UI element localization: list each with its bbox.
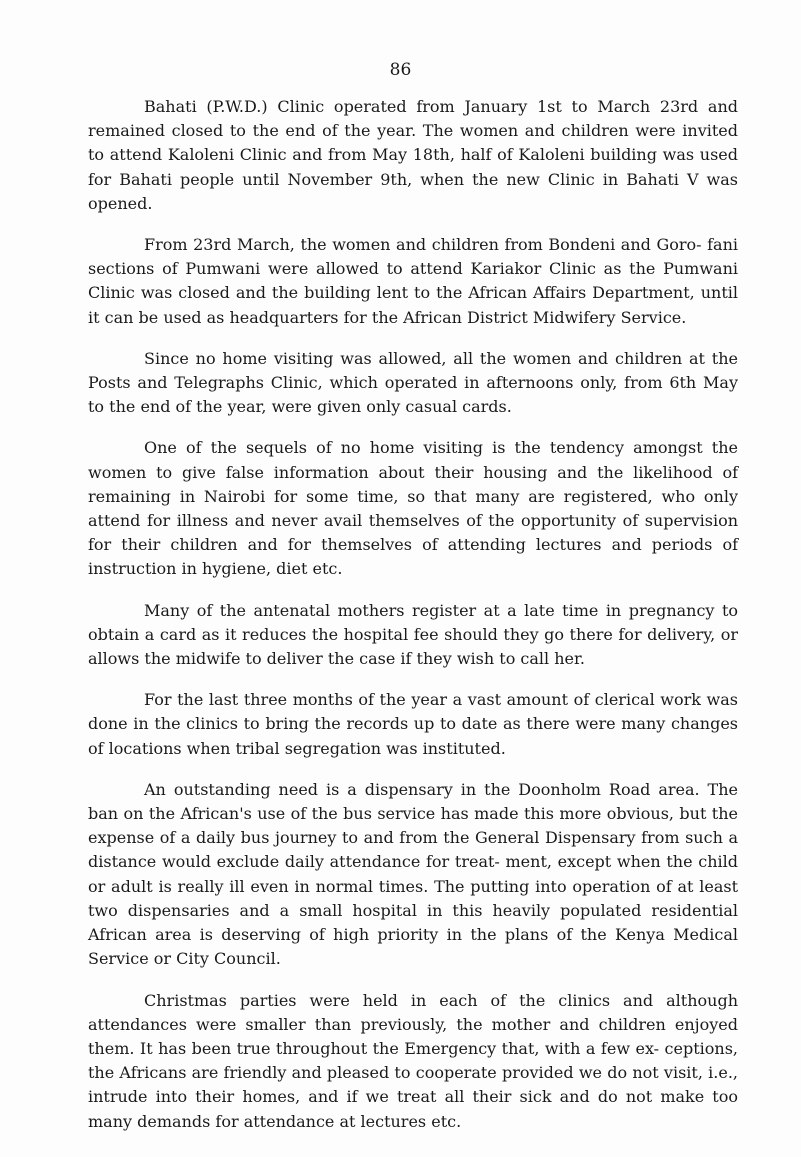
paragraph-dispensary-need: An outstanding need is a dispensary in the Doonholm Road area. The ban on the African's use of the bus service has made this more obvious, but the expense of a daily bus journey to and from the General Dispensary from such a distance would exclude daily attendance for treat- ment, except when the child or adult is really ill even in normal times. The putting into operation of at least two dispensaries and a small hospital in this heavily populated residential African area is deserving of high priority in the plans of the Kenya Medical Service or City Council.: [88, 779, 738, 969]
paragraph-pumwani-clinic: From 23rd March, the women and children from Bondeni and Goro- fani sections of Pumwani were allowed to attend Kariakor Clinic as the Pumwani Clinic was closed and the building lent to the African Affairs Department, until it can be used as headquarters for the African District Midwifery Service.: [88, 235, 738, 327]
paragraph-home-visiting: Since no home visiting was allowed, all the women and children at the Posts and Telegraphs Clinic, which operated in afternoons only, from 6th May to the end of the year, were given only casual cards.: [88, 348, 738, 417]
paragraph-bahati-clinic: Bahati (P.W.D.) Clinic operated from January 1st to March 23rd and remained closed to the end of the year. The women and children were invited to attend Kaloleni Clinic and from May 18th, half of Kaloleni building was used for Bahati people until November 9th, when the new Clinic in Bahati V was opened.: [88, 97, 738, 213]
paragraph-antenatal: Many of the antenatal mothers register at a late time in pregnancy to obtain a card as it reduces the hospital fee should they go there for delivery, or allows the midwife to deliver the case if they wish to call her.: [88, 600, 738, 669]
paragraph-sequels: One of the sequels of no home visiting is the tendency amongst the women to give false information about their housing and the likelihood of remaining in Nairobi for some time, so that many are registered, who only attend for illness and never avail themselves of the opportunity of supervision for their children and for themselves of attending lectures and periods of instruction in hygiene, diet etc.: [88, 438, 738, 579]
page-number: 86: [389, 60, 412, 80]
paragraph-christmas: Christmas parties were held in each of the clinics and although attendances were smaller than previously, the mother and children enjoyed them. It has been true throughout the Emergency that, with a few ex- ceptions, the Africans are friendly and pleased to cooperate provided we do not visit, i.e., intrude into their homes, and if we treat all their sick and do not make too many demands for attendance at lectures etc.: [88, 990, 738, 1131]
body-text: [88, 95, 738, 1151]
paragraph-clerical-work: For the last three months of the year a vast amount of clerical work was done in the clinics to bring the records up to date as there were many changes of locations when tribal segregation was instituted.: [88, 690, 738, 758]
